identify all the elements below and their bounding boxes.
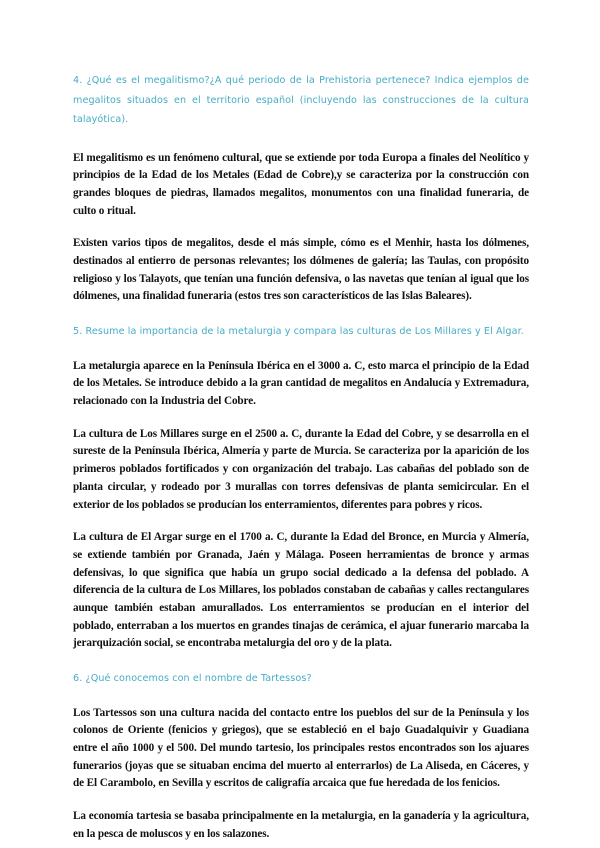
answer-6-paragraph-2: La economía tartesia se basaba principalmente en la metalurgia, en la ganadería y la agricultura, en la pesca de moluscos y en los salazones. xyxy=(73,810,529,840)
answer-5-paragraph-1: La metalurgia aparece en la Península Ibérica en el 3000 a. C, esto marca el principio de la Edad de los Metales. Se introduce debido a la gran cantidad de megalitos en Andalucía y Extremadura, relacionado con la Industria del Cobre. xyxy=(73,359,529,408)
answer-6-paragraph-1: Los Tartessos son una cultura nacida del contacto entre los pueblos del sur de la Península y los colonos de Oriente (fenicios y griegos), que se estableció en el bajo Guadalquivir y Guadiana entre el año 1000 y el 500. Del mundo tartesio, los principales restos encontrados son los ajuares funerarios (joyas que se situaban encima del muerto al enterrarlos) de La Aliseda, en Cáceres, y de El Carambolo, en Sevilla y escritos de caligrafía arcaica que fue heredada de los fenicios. xyxy=(73,706,529,790)
answer-5-paragraph-2: La cultura de Los Millares surge en el 2500 a. C, durante la Edad del Cobre, y se desarrolla en el sureste de la Península Ibérica, Almería y parte de Murcia. Se caracteriza por la aparición de los primeros poblados fortificados y con organización del trabajo. Las cabañas del poblado son de planta circular, y rodeado por 3 murallas con torres defensivas de planta semicircular. En el exterior de los poblados se producían los enterramientos, diferentes para pobres y ricos. xyxy=(73,427,529,511)
section-question-5 xyxy=(73,322,529,653)
answer-4-paragraph-2: Existen varios tipos de megalitos, desde el más simple, cómo es el Menhir, hasta los dólmenes, destinados al entierro de personas relevantes; los dólmenes de galería; las Taulas, con propósito religioso y los Talayots, que tenían una función defensiva, o las navetas que tenían al igual que los dólmenes, una finalidad funeraria (estos tres son característicos de las Islas Baleares). xyxy=(73,237,529,303)
question-4-heading: 4. ¿Qué es el megalitismo?¿A qué periodo de la Prehistoria pertenece? Indica ejemplos de megalitos situados en el territorio español (incluyendo las construcciones de la cultura talayótica). xyxy=(73,75,529,125)
answer-4-paragraph-1: El megalitismo es un fenómeno cultural, que se extiende por toda Europa a finales del Neolítico y principios de la Edad de los Metales (Edad de Cobre),y se caracteriza por la construcción con grandes bloques de piedras, llamados megalitos, monumentos con una finalidad funeraria, de culto o ritual. xyxy=(73,151,529,217)
question-6-heading: 6. ¿Qué conocemos con el nombre de Tartessos? xyxy=(73,673,312,685)
section-question-6 xyxy=(73,669,529,843)
answer-5-paragraph-3: La cultura de El Argar surge en el 1700 a. C, durante la Edad del Bronce, en Murcia y Almería, se extiende también por Granada, Jaén y Málaga. Poseen herramientas de bronce y armas defensivas, lo que significa que había un grupo social dedicado a la defensa del poblado. A diferencia de la cultura de Los Millares, los poblados constaban de cabañas y calles rectangulares aunque también estaban amurallados. Los enterramientos se producían en el interior del poblado, enterraban a los muertos en grandes tinajas de cerámica, el ajuar funerario marcaba la jerarquización social, se encontraba metalurgia del oro y de la plata. xyxy=(73,531,529,650)
question-5-heading: 5. Resume la importancia de la metalurgia y compara las culturas de Los Millares y El Algar. xyxy=(73,326,524,338)
section-question-4 xyxy=(73,71,529,306)
